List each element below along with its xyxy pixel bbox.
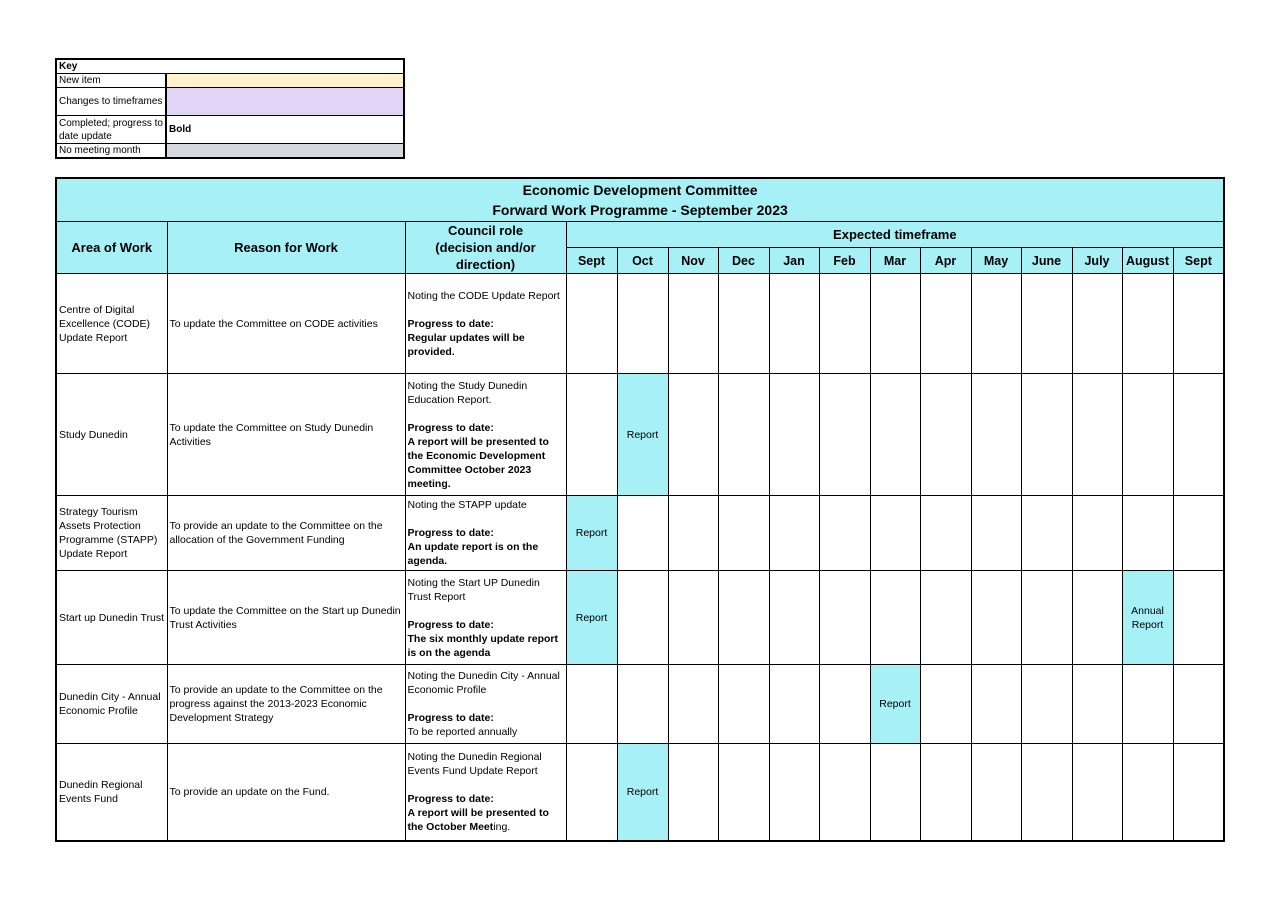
schedule-cell [870, 374, 920, 496]
area-of-work-cell: Strategy Tourism Assets Protection Programme (STAPP) Update Report [56, 496, 167, 571]
council-role-cell [405, 744, 566, 841]
schedule-cell [920, 374, 971, 496]
spacer [408, 512, 564, 526]
schedule-cell [1122, 274, 1173, 374]
schedule-cell [769, 374, 819, 496]
schedule-cell [920, 744, 971, 841]
schedule-cell [870, 571, 920, 665]
schedule-cell [566, 374, 617, 496]
month-header: Sept [1173, 248, 1224, 274]
progress-label: Progress to date: [407, 792, 494, 805]
reason-for-work-cell: To provide an update to the Committee on the progress against the 2013-2023 Economic Development Strategy [167, 665, 405, 744]
council-role-cell [405, 665, 566, 744]
council-role-cell [405, 374, 566, 496]
schedule-cell [971, 744, 1021, 841]
key-swatch-changes-to-timeframes [166, 88, 404, 116]
schedule-cell [1021, 665, 1072, 744]
programme-row [56, 571, 1224, 665]
progress-label: Progress to date: [407, 421, 494, 434]
progress-text-bold: A report will be presented to the October Meet [407, 806, 549, 833]
schedule-cell [819, 374, 870, 496]
month-header: Jan [769, 248, 819, 274]
council-role-cell [405, 571, 566, 665]
schedule-cell [870, 496, 920, 571]
month-header: Sept [566, 248, 617, 274]
header-council-role [405, 222, 566, 274]
key-label-new-item: New item [56, 74, 166, 88]
month-header: Oct [617, 248, 668, 274]
month-header: Feb [819, 248, 870, 274]
schedule-cell [566, 744, 617, 841]
schedule-cell [1072, 274, 1122, 374]
schedule-cell-report: Annual Report [1122, 571, 1173, 665]
schedule-cell [1173, 496, 1224, 571]
forward-work-programme-table [55, 177, 1225, 842]
header-expected-timeframe: Expected timeframe [566, 222, 1224, 248]
schedule-cell [819, 665, 870, 744]
schedule-cell-report: Report [617, 744, 668, 841]
key-title: Key [56, 59, 404, 74]
schedule-cell-report: Report [870, 665, 920, 744]
spacer [408, 303, 564, 317]
area-of-work-cell: Study Dunedin [56, 374, 167, 496]
reason-for-work-cell: To update the Committee on CODE activities [167, 274, 405, 374]
schedule-cell [971, 571, 1021, 665]
schedule-cell [1021, 496, 1072, 571]
progress-text: The six monthly update report is on the agenda [407, 632, 559, 659]
schedule-cell [668, 274, 718, 374]
council-role-text: Noting the Dunedin City - Annual Economic Profile [407, 670, 560, 696]
reason-for-work-cell: To provide an update to the Committee on the allocation of the Government Funding [167, 496, 405, 571]
council-role-text: Noting the CODE Update Report [407, 289, 560, 302]
schedule-cell-report: Report [566, 571, 617, 665]
progress-text [408, 806, 564, 834]
council-role-cell [405, 496, 566, 571]
progress-text: An update report is on the agenda. [407, 541, 539, 567]
schedule-cell [1173, 571, 1224, 665]
schedule-cell [971, 665, 1021, 744]
schedule-cell [1021, 571, 1072, 665]
progress-label: Progress to date: [407, 712, 494, 724]
schedule-cell [617, 496, 668, 571]
programme-body [56, 274, 1224, 841]
month-header: Nov [668, 248, 718, 274]
area-of-work-cell: Centre of Digital Excellence (CODE) Update Report [56, 274, 167, 374]
schedule-cell [1072, 571, 1122, 665]
programme-row [56, 274, 1224, 374]
progress-text: To be reported annually [407, 726, 518, 738]
schedule-cell [971, 274, 1021, 374]
schedule-cell [566, 665, 617, 744]
progress-text-plain: ing. [493, 820, 511, 833]
council-role-cell [405, 274, 566, 374]
schedule-cell [718, 744, 769, 841]
key-swatch-new-item [166, 74, 404, 88]
key-label-changes-to-timeframes: Changes to timeframes [56, 88, 166, 116]
schedule-cell [920, 496, 971, 571]
month-header: June [1021, 248, 1072, 274]
header-reason-for-work: Reason for Work [167, 222, 405, 274]
schedule-cell [870, 274, 920, 374]
schedule-cell [718, 374, 769, 496]
month-header: Mar [870, 248, 920, 274]
schedule-cell [819, 274, 870, 374]
month-header: August [1122, 248, 1173, 274]
programme-row [56, 496, 1224, 571]
council-role-text: Noting the Dunedin Regional Events Fund Update Report [407, 750, 542, 777]
schedule-cell [617, 571, 668, 665]
schedule-cell [668, 665, 718, 744]
schedule-cell [769, 496, 819, 571]
programme-title [56, 178, 1224, 222]
schedule-cell [920, 571, 971, 665]
month-header: July [1072, 248, 1122, 274]
schedule-cell [718, 665, 769, 744]
reason-for-work-cell: To update the Committee on the Start up Dunedin Trust Activities [167, 571, 405, 665]
schedule-cell [971, 374, 1021, 496]
schedule-cell [566, 274, 617, 374]
key-swatch-no-meeting-month [166, 144, 404, 159]
schedule-cell [718, 571, 769, 665]
schedule-cell [1122, 744, 1173, 841]
schedule-cell [1173, 374, 1224, 496]
schedule-cell [1021, 744, 1072, 841]
schedule-cell [1173, 665, 1224, 744]
progress-label: Progress to date: [407, 618, 494, 631]
schedule-cell [668, 374, 718, 496]
schedule-cell [1122, 665, 1173, 744]
progress-label: Progress to date: [407, 527, 494, 539]
schedule-cell [971, 496, 1021, 571]
schedule-cell [769, 665, 819, 744]
schedule-cell [870, 744, 920, 841]
spacer [408, 778, 564, 792]
council-role-text: Noting the Start UP Dunedin Trust Report [407, 576, 540, 603]
schedule-cell [769, 274, 819, 374]
area-of-work-cell: Start up Dunedin Trust [56, 571, 167, 665]
spacer [408, 697, 564, 711]
schedule-cell [1072, 496, 1122, 571]
schedule-cell [920, 665, 971, 744]
schedule-cell [668, 744, 718, 841]
programme-row [56, 374, 1224, 496]
schedule-cell [1173, 744, 1224, 841]
key-label-no-meeting-month: No meeting month [56, 144, 166, 159]
programme-title-line2: Forward Work Programme - September 2023 [492, 202, 788, 218]
month-header: Dec [718, 248, 769, 274]
header-council-role-line2: (decision and/or direction) [435, 240, 536, 272]
programme-row [56, 744, 1224, 841]
schedule-cell [718, 496, 769, 571]
schedule-cell [617, 274, 668, 374]
schedule-cell [718, 274, 769, 374]
progress-text: A report will be presented to the Economic Development Committee October 2023 meeting. [407, 435, 549, 490]
schedule-cell [769, 571, 819, 665]
reason-for-work-cell: To update the Committee on Study Dunedin Activities [167, 374, 405, 496]
schedule-cell-report: Report [566, 496, 617, 571]
header-council-role-line1: Council role [447, 223, 524, 238]
schedule-cell [668, 571, 718, 665]
schedule-cell [769, 744, 819, 841]
council-role-text: Noting the STAPP update [407, 499, 527, 511]
schedule-cell [920, 274, 971, 374]
month-header: Apr [920, 248, 971, 274]
schedule-cell [819, 571, 870, 665]
progress-label: Progress to date: [407, 317, 494, 330]
schedule-cell-report: Report [617, 374, 668, 496]
schedule-cell [1072, 374, 1122, 496]
schedule-cell [1072, 744, 1122, 841]
reason-for-work-cell: To provide an update on the Fund. [167, 744, 405, 841]
schedule-cell [1122, 496, 1173, 571]
schedule-cell [668, 496, 718, 571]
schedule-cell [617, 665, 668, 744]
spacer [408, 407, 564, 421]
area-of-work-cell: Dunedin City - Annual Economic Profile [56, 665, 167, 744]
header-area-of-work: Area of Work [56, 222, 167, 274]
key-label-completed: Completed; progress to date update [56, 116, 166, 144]
key-table [55, 58, 405, 159]
key-value-completed: Bold [166, 116, 404, 144]
progress-text: Regular updates will be provided. [407, 331, 525, 358]
council-role-text: Noting the Study Dunedin Education Report. [407, 379, 528, 406]
schedule-cell [1122, 374, 1173, 496]
schedule-cell [1021, 374, 1072, 496]
programme-row [56, 665, 1224, 744]
spacer [408, 604, 564, 618]
month-header: May [971, 248, 1021, 274]
programme-title-line1: Economic Development Committee [522, 182, 758, 198]
schedule-cell [819, 496, 870, 571]
schedule-cell [1173, 274, 1224, 374]
schedule-cell [1072, 665, 1122, 744]
schedule-cell [1021, 274, 1072, 374]
schedule-cell [819, 744, 870, 841]
area-of-work-cell: Dunedin Regional Events Fund [56, 744, 167, 841]
